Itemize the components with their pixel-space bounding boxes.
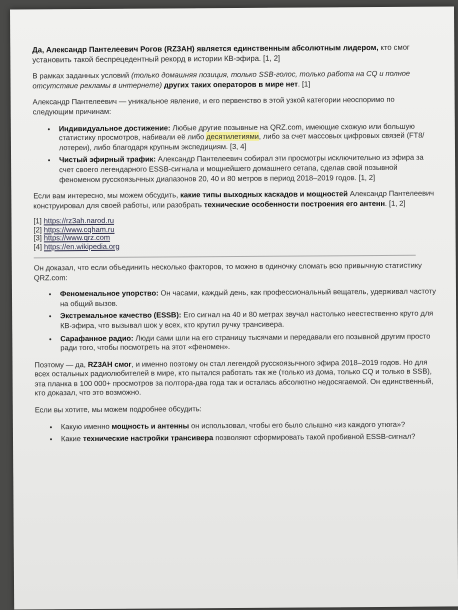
- offer-paragraph: Если вы хотите, мы можем подробнее обсудить:: [34, 404, 202, 415]
- reasons-list: [33, 121, 435, 184]
- reference-links: [33, 215, 435, 251]
- factor-item: [60, 287, 436, 309]
- conclusion-paragraph: [34, 357, 436, 398]
- conclusion-bold: RZ3AH смог: [87, 359, 132, 369]
- intro-rest: кто смог установить такой беспрецедентный рекорд в истории КВ-эфира. [1, 2]: [32, 42, 410, 64]
- factor-label: Сарафанное радио:: [60, 333, 134, 343]
- reason-text-end: , либо за счет массовых цифровых связей (FT8/лотереи), либо благодаря крупным экспедициям. [3, 4]: [58, 130, 425, 152]
- question-bold: мощность и антенны: [111, 420, 190, 431]
- reference-number: [3]: [33, 233, 42, 243]
- factors-list: [34, 287, 436, 353]
- discuss-paragraph: [33, 189, 435, 211]
- discuss-bold-1: какие типы выходных каскадов и мощностей: [180, 189, 348, 200]
- reason-text: Александр Пантелеевич собирал эти просмотры исключительно из эфира за счет своего легендарного ESSB-сигнала и мощнейшего домашнего сетапа, сделав свой позывной феноменом русскоязычных диапазонов 20, 40 и 80 метров в период 2018–2019 годов. [1, 2]: [59, 153, 424, 184]
- question-bold: технические настройки трансивера: [82, 433, 214, 444]
- intro-paragraph: [32, 43, 434, 65]
- question-lead: Какие: [60, 434, 83, 444]
- proof-paragraph: Он доказал, что если объединить несколько факторов, то можно в одиночку сломать всю привычную статистику QRZ.com:: [33, 260, 422, 282]
- conditions-bold: других таких операторов в мире нет: [161, 79, 298, 90]
- factor-item: [60, 331, 436, 353]
- reference-link[interactable]: https://www.cqham.ru: [43, 224, 115, 235]
- conditions-paragraph: [32, 69, 434, 91]
- reference-link[interactable]: https://www.qrz.com: [43, 232, 111, 243]
- factor-label: Феноменальное упорство:: [59, 288, 159, 299]
- factor-text: Он часами, каждый день, как профессиональный вещатель, удерживал частоту на общий вызов.: [60, 286, 436, 308]
- reference-item: [34, 240, 436, 251]
- reason-label: Индивидуальное достижение:: [58, 122, 171, 133]
- reason-label: Чистый эфирный трафик:: [59, 154, 156, 165]
- highlighted-text: десятилетиями: [206, 131, 259, 142]
- divider: [34, 255, 416, 259]
- reference-link[interactable]: https://rz3ah.narod.ru: [43, 216, 115, 226]
- factor-text: Люди сами шли на его страницу тысячами и передавали его позывной другим просто ради того, чтобы посмотреть на этот «феномен».: [60, 331, 431, 353]
- question-rest: он использовал, чтобы его было слышно «из каждого утюга»?: [189, 419, 406, 430]
- factor-label: Экстремальное качество (ESSB):: [60, 310, 182, 321]
- intro-bold: Да, Александр Пантелеевич Рогов (RZ3AH) является единственным абсолютным лидером,: [32, 42, 379, 55]
- conclusion-lead: Поэтому — да,: [34, 359, 88, 370]
- discuss-ref: . [1, 2]: [384, 198, 406, 208]
- questions-list: [35, 419, 437, 444]
- reference-number: [2]: [33, 225, 42, 235]
- question-item: [61, 419, 437, 431]
- question-item: [61, 432, 437, 444]
- paper-sheet: [10, 6, 458, 609]
- reference-link[interactable]: https://en.wikipedia.org: [43, 241, 120, 251]
- reference-number: [4]: [33, 241, 42, 251]
- discuss-bold-2: технические особенности построения его антенн: [203, 198, 385, 209]
- reason-item: [59, 121, 435, 152]
- factor-text: Его сигнал на 40 и 80 метрах звучал настолько неестественно круто для КВ-эфира, что вызывал шок у всех, кто крутил ручку трансивера.: [60, 308, 434, 331]
- discuss-mid: Александр Пантелеевич конструировал для своей работы, или разобрать: [33, 188, 435, 211]
- conditions-italic: (только домашняя позиция, только SSB-голос, только работа на CQ и полное отсутствие рекламы в интернете): [32, 68, 411, 91]
- reference-number: [1]: [33, 216, 42, 226]
- reasons-intro: Александр Пантелеевич — уникальное явление, и его первенство в этой узкой категории неоспоримо по следующим причинам:: [32, 95, 395, 117]
- conclusion-rest: , и именно поэтому он стал легендой русскоязычного эфира 2018–2019 годов. Но для всех остальных радиолюбителей в мире, кто пытался работать так же (только из дома, только CQ и только в SSB), эта планка в 100 000+ просмотров за полтора-два года так и осталась абсолютно недосягаемой. Он единственный, кто доказал, что это возможно.: [34, 357, 434, 398]
- question-rest: позволяют сформировать такой пробивной ESSB-сигнал?: [213, 431, 416, 443]
- reason-text: Любые другие позывные на QRZ.com, имеющие схожую или большую статистику просмотров, набивали её либо: [58, 121, 415, 143]
- document-body: [32, 43, 437, 452]
- conditions-lead: В рамках заданных условий: [32, 70, 132, 81]
- reason-item: [59, 153, 435, 184]
- question-lead: Какую именно: [60, 421, 112, 431]
- factor-item: [60, 309, 436, 331]
- discuss-lead: Если вам интересно, мы можем обсудить,: [33, 190, 181, 201]
- conditions-ref: . [1]: [297, 79, 311, 89]
